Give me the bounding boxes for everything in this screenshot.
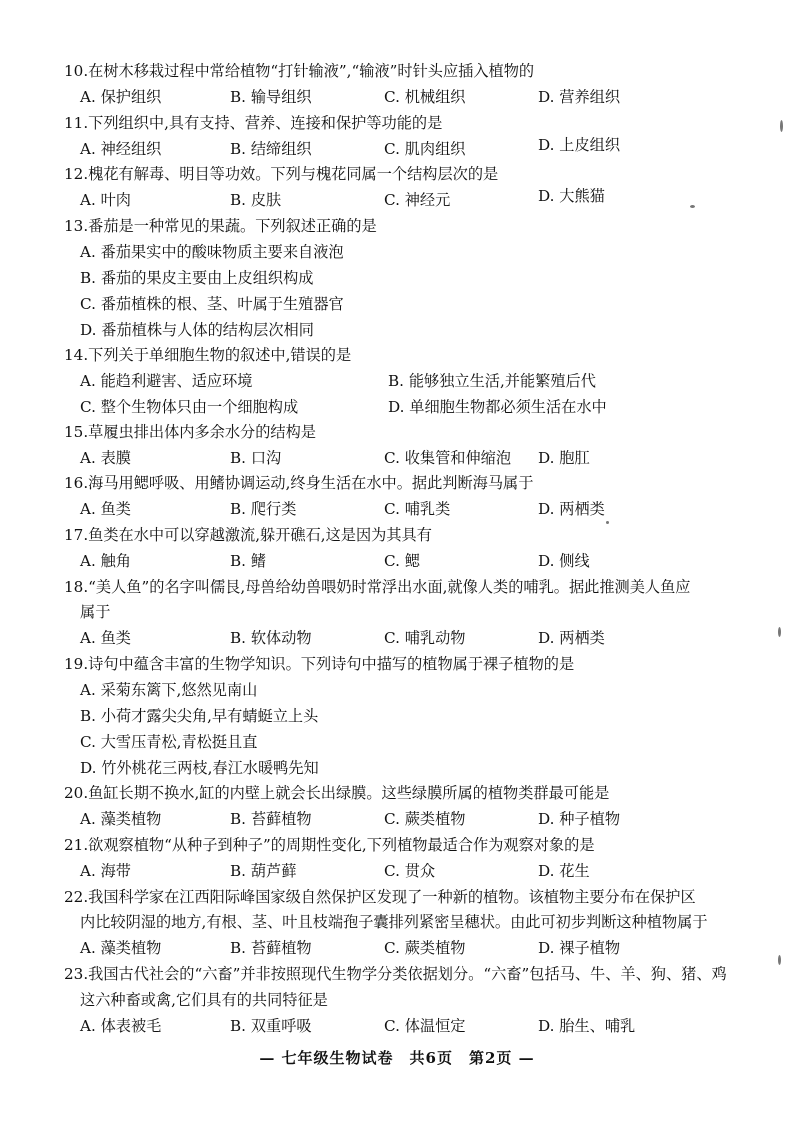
page-footer: — 七年级生物试卷 共6页 第2页 — (259, 1049, 535, 1067)
question-20-stem: 20.鱼缸长期不换水,缸的内壁上就会长出绿膜。这些绿膜所属的植物类群最可能是 (64, 784, 610, 802)
question-12-stem: 12.槐花有解毒、明目等功效。下列与槐花同属一个结构层次的是 (64, 165, 499, 183)
option-c: C. 哺乳类 (384, 500, 451, 518)
option-b: B. 爬行类 (230, 500, 297, 518)
question-14-stem: 14.下列关于单细胞生物的叙述中,错误的是 (64, 346, 352, 364)
question-21-stem: 21.欲观察植物“从种子到种子”的周期性变化,下列植物最适合作为观察对象的是 (64, 836, 595, 854)
option-d: D. 番茄植株与人体的结构层次相同 (80, 321, 314, 339)
option-d: D. 大熊猫 (538, 187, 605, 205)
question-22-stem-cont: 内比较阴湿的地方,有根、茎、叶且枝端孢子囊排列紧密呈穗状。由此可初步判断这种植物属于 (80, 913, 708, 931)
option-b: B. 结缔组织 (230, 140, 312, 158)
question-10-stem: 10.在树木移栽过程中常给植物“打针输液”,“输液”时针头应插入植物的 (64, 62, 535, 80)
option-b: B. 口沟 (230, 449, 282, 467)
question-11-stem: 11.下列组织中,具有支持、营养、连接和保护等功能的是 (64, 114, 443, 132)
option-b: B. 苔藓植物 (230, 939, 312, 957)
option-b: B. 双重呼吸 (230, 1017, 312, 1035)
option-a: A. 触角 (80, 552, 131, 570)
option-c: C. 大雪压青松,青松挺且直 (80, 733, 258, 751)
option-b: B. 输导组织 (230, 88, 312, 106)
question-15-stem: 15.草履虫排出体内多余水分的结构是 (64, 423, 316, 441)
option-c: C. 番茄植株的根、茎、叶属于生殖器官 (80, 295, 344, 313)
scan-speck (778, 627, 781, 637)
scan-speck (606, 521, 609, 524)
option-b: B. 番茄的果皮主要由上皮组织构成 (80, 269, 314, 287)
option-d: D. 胞肛 (538, 449, 590, 467)
question-18-stem-cont: 属于 (80, 603, 111, 621)
option-d: D. 胎生、哺乳 (538, 1017, 636, 1035)
question-23-stem-cont: 这六种畜或禽,它们具有的共同特征是 (80, 991, 328, 1009)
option-d: D. 上皮组织 (538, 136, 621, 154)
option-a: A. 叶肉 (80, 191, 131, 209)
option-b: B. 小荷才露尖尖角,早有蜻蜓立上头 (80, 707, 319, 725)
scan-speck (690, 205, 695, 208)
option-d: D. 营养组织 (538, 88, 621, 106)
scan-speck (780, 120, 783, 132)
option-a: A. 藻类植物 (80, 939, 162, 957)
option-d: D. 侧线 (538, 552, 590, 570)
option-d: D. 两栖类 (538, 629, 605, 647)
option-b: B. 苔藓植物 (230, 810, 312, 828)
option-a: A. 能趋利避害、适应环境 (80, 372, 253, 390)
option-c: C. 蕨类植物 (384, 939, 466, 957)
option-c: C. 神经元 (384, 191, 451, 209)
option-d: D. 裸子植物 (538, 939, 621, 957)
option-a: A. 海带 (80, 862, 131, 880)
question-19-stem: 19.诗句中蕴含丰富的生物学知识。下列诗句中描写的植物属于裸子植物的是 (64, 655, 575, 673)
option-a: A. 鱼类 (80, 500, 131, 518)
option-a: A. 藻类植物 (80, 810, 162, 828)
option-d: D. 花生 (538, 862, 590, 880)
question-16-stem: 16.海马用鳃呼吸、用鳍协调运动,终身生活在水中。据此判断海马属于 (64, 474, 534, 492)
option-c: C. 蕨类植物 (384, 810, 466, 828)
question-17-stem: 17.鱼类在水中可以穿越激流,躲开礁石,这是因为其具有 (64, 526, 432, 544)
option-c: C. 哺乳动物 (384, 629, 466, 647)
option-d: D. 种子植物 (538, 810, 621, 828)
option-c: C. 肌肉组织 (384, 140, 466, 158)
option-a: A. 体表被毛 (80, 1017, 162, 1035)
option-c: C. 贯众 (384, 862, 436, 880)
option-a: A. 表膜 (80, 449, 131, 467)
option-d: D. 竹外桃花三两枝,春江水暖鸭先知 (80, 759, 319, 777)
option-a: A. 鱼类 (80, 629, 131, 647)
option-c: C. 整个生物体只由一个细胞构成 (80, 398, 299, 416)
option-b: B. 葫芦藓 (230, 862, 297, 880)
question-23-stem: 23.我国古代社会的“六畜”并非按照现代生物学分类依据划分。“六畜”包括马、牛、羊、狗、猪、鸡 (64, 965, 727, 983)
question-13-stem: 13.番茄是一种常见的果蔬。下列叙述正确的是 (64, 217, 377, 235)
option-a: A. 番茄果实中的酸味物质主要来自液泡 (80, 243, 344, 261)
option-c: C. 机械组织 (384, 88, 466, 106)
question-18-stem: 18.“美人鱼”的名字叫儒艮,母兽给幼兽喂奶时常浮出水面,就像人类的哺乳。据此推测美人鱼应 (64, 578, 691, 596)
question-22-stem: 22.我国科学家在江西阳际峰国家级自然保护区发现了一种新的植物。该植物主要分布在保护区 (64, 888, 696, 906)
option-a: A. 神经组织 (80, 140, 162, 158)
option-b: B. 软体动物 (230, 629, 312, 647)
option-c: C. 鳃 (384, 552, 420, 570)
option-d: D. 两栖类 (538, 500, 605, 518)
option-b: B. 能够独立生活,并能繁殖后代 (388, 372, 596, 390)
option-c: C. 收集管和伸缩泡 (384, 449, 512, 467)
option-c: C. 体温恒定 (384, 1017, 466, 1035)
option-b: B. 鳍 (230, 552, 267, 570)
option-b: B. 皮肤 (230, 191, 282, 209)
option-a: A. 采菊东篱下,悠然见南山 (80, 681, 258, 699)
option-a: A. 保护组织 (80, 88, 162, 106)
option-d: D. 单细胞生物都必须生活在水中 (388, 398, 607, 416)
scan-speck (778, 955, 781, 965)
